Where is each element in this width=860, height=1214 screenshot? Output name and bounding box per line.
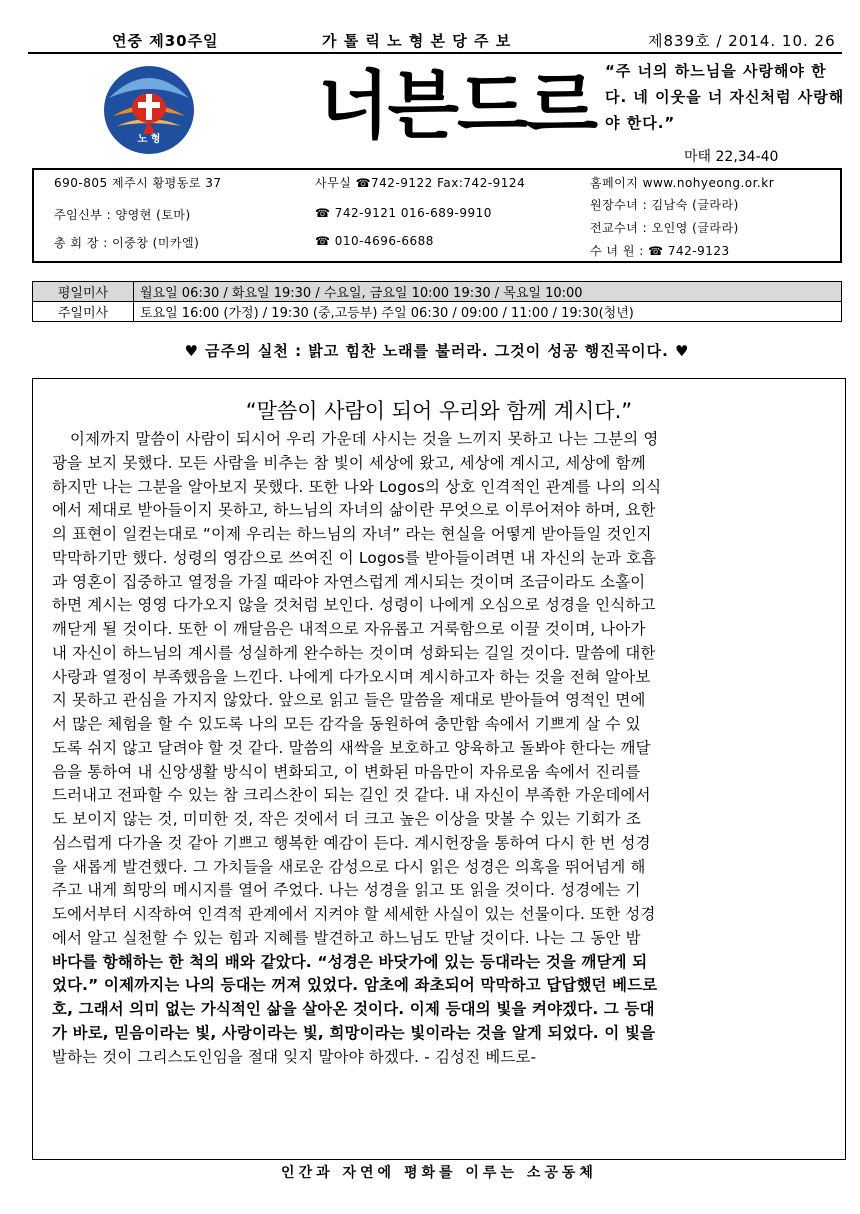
article-line: 사랑과 열정이 부족했음을 느낀다. 나에게 다가오시며 계시하고자 하는 것을 전혀 알아보 (52, 667, 651, 686)
convent-phone: 수 녀 원 : ☎ 742-9123 (590, 244, 730, 258)
article-line: 서 많은 체험을 할 수 있도록 나의 모든 감각을 동원하여 충만함 속에서 기쁘게 살 수 있 (52, 715, 641, 733)
article-line: 깨닫게 될 것이다. 또한 이 깨달음은 내적으로 자유롭고 거룩함으로 이끌 것이며, 나아가 (52, 620, 646, 638)
mass-schedule-table (32, 281, 842, 322)
mass-times-sunday: 토요일 16:00 (가정) / 19:30 (중,고등부) 주일 06:30 / 09:00 / 11:00 / 19:30(청년) (134, 302, 842, 322)
mass-times-weekday: 월요일 06:30 / 화요일 19:30 / 수요일, 금요일 10:00 19:30 / 목요일 10:00 (134, 282, 842, 302)
article-line: 과 영혼이 집중하고 열정을 가질 때라야 자연스럽게 계시되는 것이며 조금이라도 소홀이 (52, 572, 646, 591)
article-line: 광을 보지 못했다. 모든 사람을 비추는 참 빛이 세상에 왔고, 세상에 계시고, 세상에 함께 (52, 453, 646, 472)
article-line: 하지만 나는 그분을 알아보지 못했다. 또한 나와 Logos의 상호 인격적인 관계를 나의 의식 (52, 477, 662, 496)
pastor-name: 주임신부 : 양영현 (토마) (54, 208, 191, 222)
article-line: 호, 그래서 의미 없는 가식적인 삶을 살아온 것이다. 이제 등대의 빛을 켜야겠다. 그 등대 (52, 1000, 655, 1018)
council-president: 총 회 장 : 이중창 (미카엘) (54, 236, 200, 250)
article-line: 지 못하고 관심을 가지지 않았다. 앞으로 읽고 들은 말씀을 제대로 받아들여 영적인 면에 (52, 691, 646, 710)
parish-logo-icon (103, 64, 195, 156)
mission-sister: 전교수녀 : 오인영 (글라라) (590, 221, 739, 235)
article-line: 도에서부터 시작하여 인격적 관계에서 지켜야 할 세세한 사실이 있는 선물이다. 또한 성경 (52, 905, 656, 923)
article-line: 바다를 항해하는 한 척의 배와 같았다. “성경은 바닷가에 있는 등대라는 것을 깨닫게 되 (52, 952, 648, 971)
article-line: 을 새롭게 발견했다. 그 가치들을 새로운 감성으로 다시 읽은 성경은 의혹을 뛰어넘게 해 (52, 857, 646, 876)
article-line: 도 보이지 않는 것, 미미한 것, 작은 것에서 더 크고 높은 이상을 맛볼 수 있는 기회가 조 (52, 810, 641, 828)
article-line: 하면 계시는 영영 다가오지 않을 것처럼 보인다. 성령이 나에게 오심으로 성경을 인식하고 (52, 596, 656, 615)
masthead-title: 너븐드르 (318, 63, 596, 149)
article-line: 도록 쉬지 않고 달려야 할 것 같다. 말씀의 새싹을 보호하고 양육하고 돌봐야 한다는 깨달 (52, 738, 651, 757)
pastor-phone: ☎ 742-9121 016-689-9910 (315, 206, 492, 220)
article-line: 의 표현이 일컫는대로 “이제 우리는 하느님의 자녀” 라는 현실을 어떻게 받아들일 것인지 (52, 525, 652, 543)
mass-label-sunday: 주일미사 (33, 302, 134, 322)
publisher-label: 가 톨 릭 노 형 본 당 주 보 (322, 32, 512, 50)
scripture-reference: 마태 22,34-40 (684, 149, 779, 165)
article-line: 발하는 것이 그리스도인임을 절대 잊지 말아야 하겠다. - 김성진 베드로- (52, 1047, 537, 1066)
footer-slogan: 인간과 자연에 평화를 이루는 소공동체 (281, 1165, 597, 1181)
article-line: 주고 내게 희망의 메시지를 열어 주었다. 나는 성경을 읽고 또 읽을 것이다. 성경에는 기 (52, 881, 641, 900)
office-phone: 사무실 ☎742-9122 Fax:742-9124 (315, 176, 526, 190)
table-row (33, 302, 842, 322)
article-line: 이제까지 말씀이 사람이 되시어 우리 가운데 사시는 것을 느끼지 못하고 나는 그분의 영 (70, 430, 659, 448)
mass-label-weekday: 평일미사 (33, 282, 134, 302)
issue-label: 제839호 / 2014. 10. 26 (648, 32, 836, 50)
article-line: 가 바로, 믿음이라는 빛, 사랑이라는 빛, 희망이라는 빛이라는 것을 알게 되었다. 이 빛을 (52, 1023, 656, 1042)
scripture-verse: “주 너의 하느님을 사랑해야 한다. 네 이웃을 너 자신처럼 사랑해야 한다.” (605, 62, 845, 132)
weekly-practice: ♥ 금주의 실천 : 밝고 힘찬 노래를 불러라. 그것이 성공 행진곡이다. ♥ (184, 342, 690, 360)
council-phone: ☎ 010-4696-6688 (315, 234, 434, 248)
article-line: 심스럽게 다가올 것 같아 기쁘고 행복한 예감이 든다. 계시헌장을 통하여 다시 한 번 성경 (52, 833, 651, 852)
address: 690-805 제주시 황평동로 37 (54, 176, 222, 190)
table-row (33, 282, 842, 302)
article-line: 음을 통하여 내 신앙생활 방식이 변화되고, 이 변화된 마음만이 자유로움 속에서 진리를 (52, 762, 641, 781)
article-line: 에서 알고 실천할 수 있는 힘과 지혜를 발견하고 하느님도 만날 것이다. 나는 그 동안 밤 (52, 928, 641, 947)
article-line: 에서 제대로 받아들이지 못하고, 하느님의 자녀의 삶이란 무엇으로 이루어져야 하며, 요한 (52, 501, 656, 520)
header-divider (28, 52, 842, 54)
article-line: 드러내고 전파할 수 있는 참 크리스찬이 되는 길인 것 같다. 내 자신이 부족한 가운데에서 (52, 786, 651, 805)
article-line: 었다.” 이제까지는 나의 등대는 꺼져 있었다. 암초에 좌초되어 막막하고 답답했던 베드로 (52, 976, 658, 995)
article-line: 내 자신이 하느님의 계시를 성실하게 완수하는 것이며 성화되는 길일 것이다. 말씀에 대한 (52, 643, 656, 662)
head-sister: 원장수녀 : 김남숙 (글라라) (590, 198, 739, 212)
homepage-link[interactable]: 홈페이지 www.nohyeong.or.kr (590, 176, 775, 190)
logo-text: 노 형 (137, 134, 161, 145)
article-title: “말씀이 사람이 되어 우리와 함께 계시다.” (245, 399, 633, 423)
article-line: 막막하기만 했다. 성령의 영감으로 쓰여진 이 Logos를 받아들이려면 내 자신의 눈과 호흡 (52, 548, 657, 567)
week-label: 연중 제30주일 (112, 32, 219, 50)
